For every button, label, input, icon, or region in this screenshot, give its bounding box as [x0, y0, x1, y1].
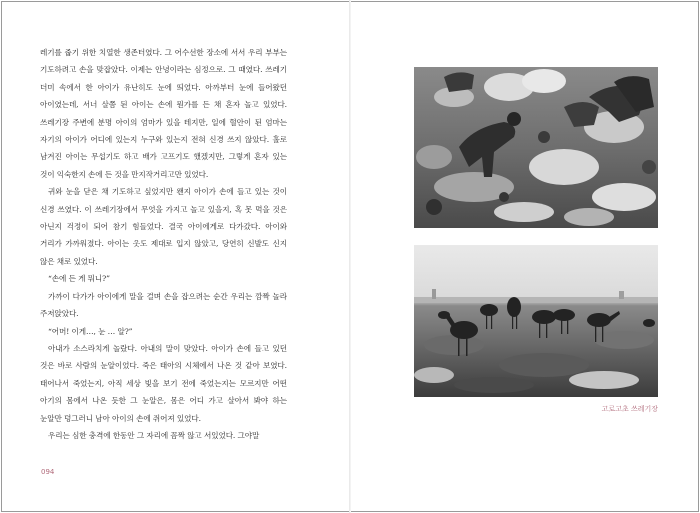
- dialogue-line: “어머! 이게…, 눈 … 알?”: [48, 326, 133, 336]
- paragraph: 아내가 소스라치게 놀랐다. 아내의 말이 맞았다. 아이가 손에 들고 있던 것은 바로 사람의 눈알이었다. 죽은 태아의 시체에서 나온 것 같아 보였다. 태어나서 죽었는지, 아직 세상 빛을 보기 전에 죽었는지는 모르지만 어떤 아기의 몸에서 나온 듯한 그 눈알은, 몸은 어디 가고 살아서 봐야 하는 눈알만 덩그러니 남아 아이의 손에 쥐어져 있었다.: [40, 343, 287, 423]
- page-number: 094: [41, 468, 55, 476]
- paragraph: 레기를 줍기 위한 치열한 생존터였다. 그 어수선한 장소에 서서 우리 부부는 기도하려고 손을 맞잡았다. 이제는 안녕이라는 심정으로. 그 때였다. 쓰레기 더미 속에서 한 아이가 유난히도 눈에 띄었다. 아까부터 눈에 들어왔던 아이였는데, 서너 살쯤 된 아이는 손에 뭔가를 든 채 혼자 놀고 있었다. 쓰레기장 주변에 분명 아이의 엄마가 있을 테지만, 일에 혈안이 된 엄마는 자기의 아이가 어디에 있는지 누구와 있는지 전혀 신경 쓰지 않았다. 홀로 남겨진 아이는 무섭기도 하고 배가 고프기도 했겠지만, 그렇게 혼자 있는 것이 익숙한지 손에 든 것을 만지작거리고만 있었다.: [40, 48, 287, 179]
- paragraph: 가까이 다가가 아이에게 말을 걸며 손을 잡으려는 순간 우리는 깜짝 놀라 주저앉았다.: [40, 291, 287, 319]
- paragraph: 우리는 심한 충격에 한동안 그 자리에 꼼짝 않고 서있었다. 그야말: [48, 430, 260, 440]
- left-page-text: [40, 44, 287, 444]
- photo-caption: 고로고초 쓰레기장: [601, 405, 658, 413]
- book-gutter: [349, 0, 351, 513]
- photo-storks-on-dump: [414, 245, 658, 397]
- photo-people-gathering-trash: [414, 67, 658, 228]
- paragraph: 귀와 눈을 닫은 채 기도하고 싶었지만 왠지 아이가 손에 들고 있는 것이 신경 쓰였다. 이 쓰레기장에서 무엇을 가지고 놀고 있을지, 혹 못 먹을 것은 아닌지 걱정이 되어 참기 힘들었다. 결국 아이에게로 다가갔다. 아이와 거리가 가까워졌다. 아이는 옷도 제대로 입지 않았고, 당연히 신발도 신지 않은 채로 있었다.: [40, 187, 287, 266]
- dialogue-line: “손에 든 게 뭐니?”: [48, 274, 110, 284]
